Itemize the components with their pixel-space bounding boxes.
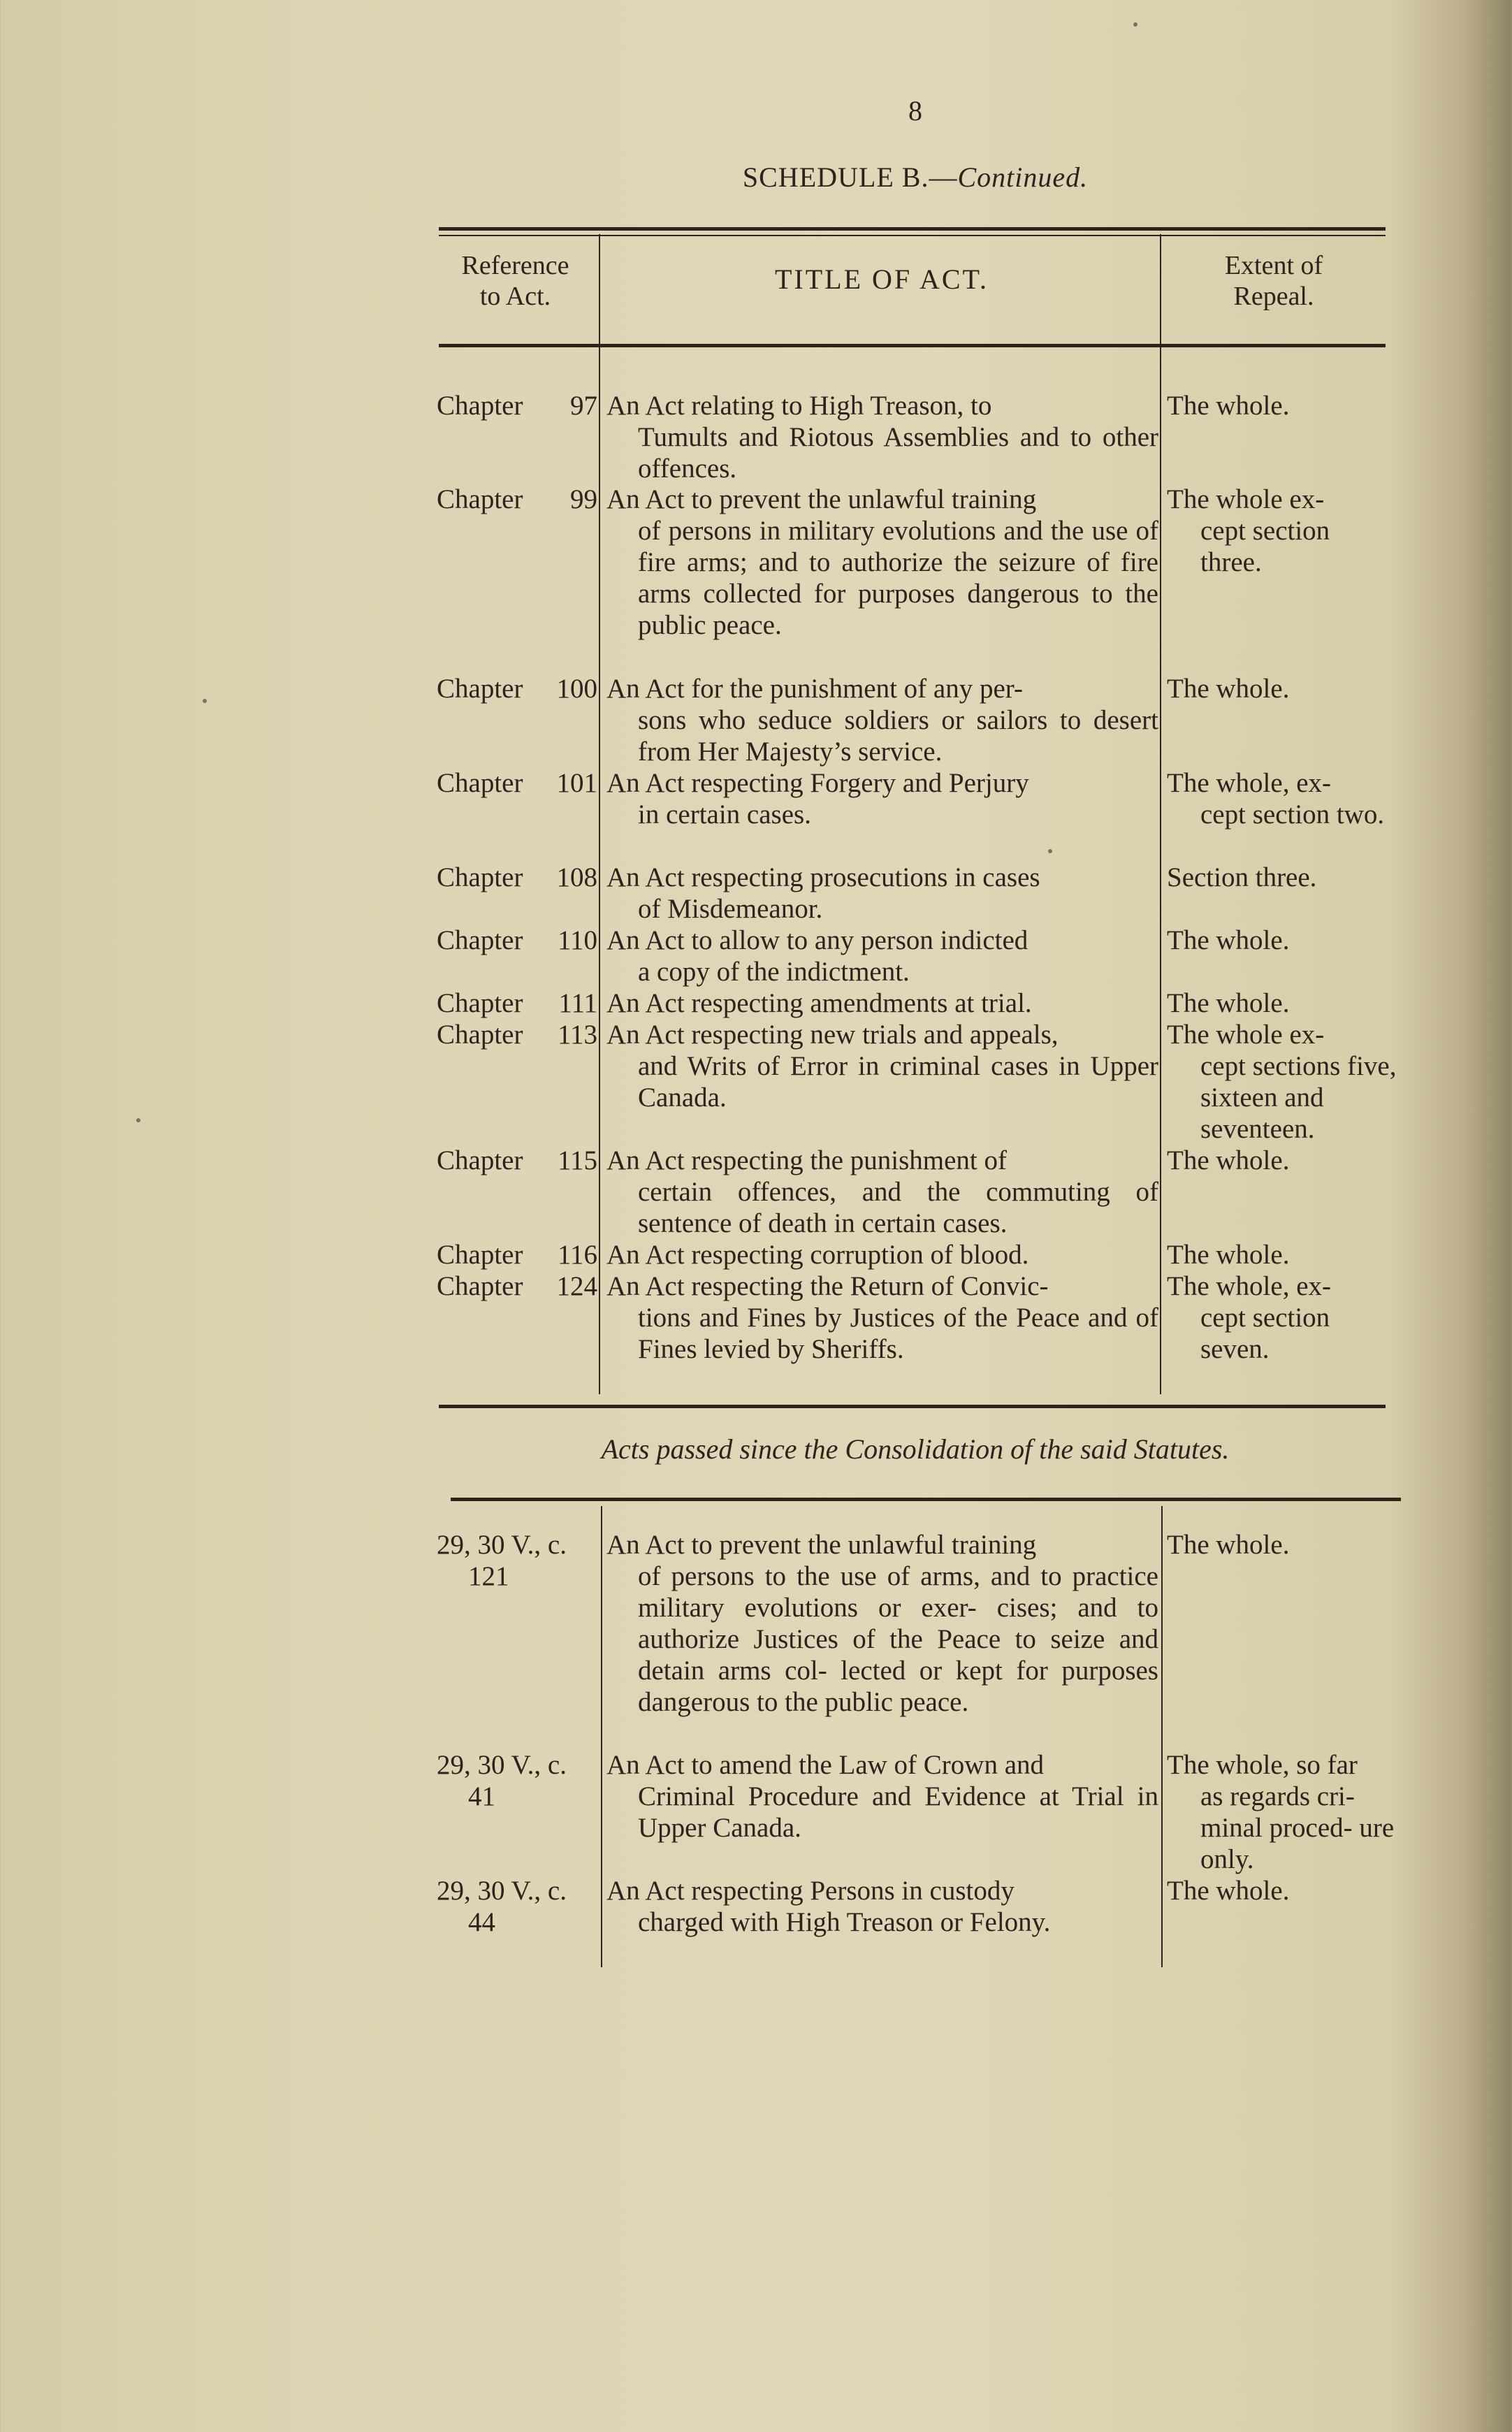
reference-number: 101 [556, 768, 597, 798]
title-continuation: of persons in military evolutions and the use of fire arms; and to authorize the seizure of fire arms collected for purposes dangerous to the public peace. [638, 516, 1158, 640]
extent-first-line: The whole ex- [1167, 484, 1325, 514]
reference-text: Chapter [437, 674, 523, 704]
reference-cell [437, 1239, 597, 1271]
title-continuation: of persons to the use of arms, and to practice military evolutions or exer- cises; and to authorize Justices of the Peace to seize and detain arms col- lected or kept for purposes dangerous to the public peace. [638, 1561, 1158, 1717]
reference-cell [437, 1875, 597, 1938]
reference-text: Chapter [437, 391, 523, 421]
extent-continuation: cept section seven. [1200, 1303, 1330, 1364]
title-cell [606, 1875, 1158, 1938]
header-bottom-rule [439, 344, 1386, 347]
title-first-line: An Act to prevent the unlawful training [606, 1530, 1037, 1560]
reference-cell [437, 1145, 597, 1176]
page-number: 8 [908, 95, 922, 126]
reference-text: Chapter [437, 1020, 523, 1050]
table2-divider-left [601, 1506, 602, 1967]
reference-text: Chapter [437, 1145, 523, 1175]
reference-cell [437, 987, 597, 1019]
header-reference-line1: Reference [461, 251, 569, 280]
title-continuation: Tumults and Riotous Assemblies and to other offences. [638, 422, 1158, 484]
table2-divider-right [1161, 1506, 1163, 1967]
reference-cell [437, 673, 597, 704]
title-continuation: Criminal Procedure and Evidence at Trial in Upper Canada. [638, 1781, 1158, 1843]
extent-cell [1167, 484, 1397, 578]
reference-text: Chapter [437, 925, 523, 955]
speck [1133, 22, 1137, 27]
extent-cell [1167, 1749, 1397, 1875]
reference-number: 110 [557, 925, 597, 955]
extent-first-line: The whole, ex- [1167, 768, 1331, 798]
reference-cell [437, 767, 597, 799]
title-first-line: An Act to allow to any person indicted [606, 925, 1028, 955]
speck [1048, 849, 1052, 853]
reference-cell [437, 1019, 597, 1050]
title-first-line: An Act relating to High Treason, to [606, 391, 992, 421]
reference-number: 99 [570, 484, 597, 514]
speck [203, 699, 207, 703]
extent-cell [1167, 1145, 1397, 1176]
reference-number: 111 [558, 988, 597, 1018]
title-first-line: An Act to prevent the unlawful training [606, 484, 1037, 514]
title-cell [606, 1145, 1158, 1239]
schedule-title-main: SCHEDULE B.— [742, 161, 958, 193]
speck [136, 1118, 140, 1122]
header-extent-line2: Repeal. [1233, 282, 1314, 311]
extent-cell [1167, 673, 1397, 704]
reference-cell [437, 1749, 597, 1812]
extent-cell [1167, 987, 1397, 1019]
title-continuation: in certain cases. [638, 799, 811, 830]
reference-text: Chapter [437, 988, 523, 1018]
reference-number: 44 [468, 1907, 495, 1937]
extent-cell [1167, 1239, 1397, 1271]
title-first-line: An Act respecting corruption of blood. [606, 1240, 1029, 1270]
table-bottom-rule [439, 1405, 1386, 1408]
reference-number: 116 [557, 1240, 597, 1270]
extent-first-line: The whole, so far [1167, 1750, 1358, 1780]
reference-text: Chapter [437, 1240, 523, 1270]
reference-cell [437, 1529, 597, 1592]
extent-continuation: cept section three. [1200, 516, 1330, 577]
reference-text: 29, 30 V., c. [437, 1750, 567, 1780]
title-continuation: certain offences, and the commuting of sentence of death in certain cases. [638, 1177, 1158, 1238]
table2-top-rule [451, 1498, 1401, 1501]
extent-cell [1167, 925, 1397, 956]
header-top-rule [439, 227, 1386, 231]
reference-text: 29, 30 V., c. [437, 1530, 567, 1560]
reference-cell [437, 1271, 597, 1302]
title-cell [606, 1529, 1158, 1718]
extent-cell [1167, 1529, 1397, 1561]
reference-cell [437, 925, 597, 956]
extent-cell [1167, 1271, 1397, 1365]
reference-text: 29, 30 V., c. [437, 1876, 567, 1906]
header-title: TITLE OF ACT. [774, 263, 989, 295]
reference-number: 124 [556, 1271, 597, 1301]
title-first-line: An Act respecting Forgery and Perjury [606, 768, 1029, 798]
title-first-line: An Act respecting the punishment of [606, 1145, 1007, 1175]
extent-first-line: The whole. [1167, 1240, 1290, 1270]
title-cell [606, 987, 1158, 1019]
extent-continuation: cept section two. [1200, 799, 1385, 830]
extent-first-line: The whole. [1167, 674, 1290, 704]
header-extent-line1: Extent of [1224, 251, 1323, 280]
reference-number: 100 [556, 674, 597, 704]
reference-text: Chapter [437, 768, 523, 798]
title-continuation: and Writs of Error in criminal cases in Upper Canada. [638, 1051, 1158, 1113]
title-first-line: An Act respecting the Return of Convic- [606, 1271, 1049, 1301]
header-reference-line2: to Act. [479, 282, 551, 311]
title-first-line: An Act respecting amendments at trial. [606, 988, 1032, 1018]
extent-cell [1167, 767, 1397, 830]
extent-cell [1167, 390, 1397, 421]
title-first-line: An Act respecting Persons in custody [606, 1876, 1015, 1906]
reference-number: 97 [570, 391, 597, 421]
extent-first-line: The whole. [1167, 1876, 1290, 1906]
extent-first-line: The whole. [1167, 988, 1290, 1018]
title-continuation: sons who seduce soldiers or sailors to desert from Her Majesty’s service. [638, 705, 1158, 767]
section-heading: Acts passed since the Consolidation of the said Statutes. [601, 1433, 1230, 1465]
reference-text: Chapter [437, 484, 523, 514]
extent-first-line: The whole. [1167, 1530, 1290, 1560]
reference-number: 121 [468, 1561, 509, 1591]
title-cell [606, 484, 1158, 641]
title-cell [606, 862, 1158, 925]
title-first-line: An Act respecting prosecutions in cases [606, 862, 1040, 892]
reference-cell [437, 390, 597, 421]
extent-cell [1167, 1019, 1397, 1145]
extent-cell [1167, 862, 1397, 893]
title-cell [606, 767, 1158, 830]
title-first-line: An Act for the punishment of any per- [606, 674, 1023, 704]
title-continuation: a copy of the indictment. [638, 957, 910, 987]
reference-cell [437, 862, 597, 893]
title-cell [606, 1239, 1158, 1271]
extent-first-line: The whole, ex- [1167, 1271, 1331, 1301]
title-continuation: tions and Fines by Justices of the Peace and of Fines levied by Sheriffs. [638, 1303, 1158, 1364]
title-continuation: of Misdemeanor. [638, 894, 823, 924]
title-first-line: An Act to amend the Law of Crown and [606, 1750, 1045, 1780]
header-reference [437, 250, 594, 312]
extent-cell [1167, 1875, 1397, 1906]
reference-cell [437, 484, 597, 515]
title-cell [606, 1749, 1158, 1844]
reference-number: 115 [557, 1145, 597, 1175]
title-cell [606, 673, 1158, 767]
column-divider-left [599, 234, 600, 1394]
reference-text: Chapter [437, 862, 523, 892]
reference-number: 108 [556, 862, 597, 892]
extent-first-line: The whole. [1167, 925, 1290, 955]
schedule-title [0, 161, 1512, 194]
extent-first-line: The whole. [1167, 391, 1290, 421]
reference-text: Chapter [437, 1271, 523, 1301]
title-cell [606, 925, 1158, 987]
title-continuation: charged with High Treason or Felony. [638, 1907, 1051, 1937]
reference-number: 113 [557, 1020, 597, 1050]
column-divider-right [1160, 234, 1161, 1394]
extent-continuation: cept sections five, sixteen and seventeen. [1200, 1051, 1397, 1144]
extent-first-line: The whole. [1167, 1145, 1290, 1175]
header-extent [1165, 250, 1382, 312]
title-cell [606, 390, 1158, 484]
extent-continuation: as regards cri- minal proced- ure only. [1200, 1781, 1395, 1874]
schedule-title-cont: Continued. [957, 161, 1089, 193]
extent-first-line: The whole ex- [1167, 1020, 1325, 1050]
title-cell [606, 1271, 1158, 1365]
title-first-line: An Act respecting new trials and appeals, [606, 1020, 1059, 1050]
title-cell [606, 1019, 1158, 1113]
extent-first-line: Section three. [1167, 862, 1317, 892]
reference-number: 41 [468, 1781, 495, 1811]
